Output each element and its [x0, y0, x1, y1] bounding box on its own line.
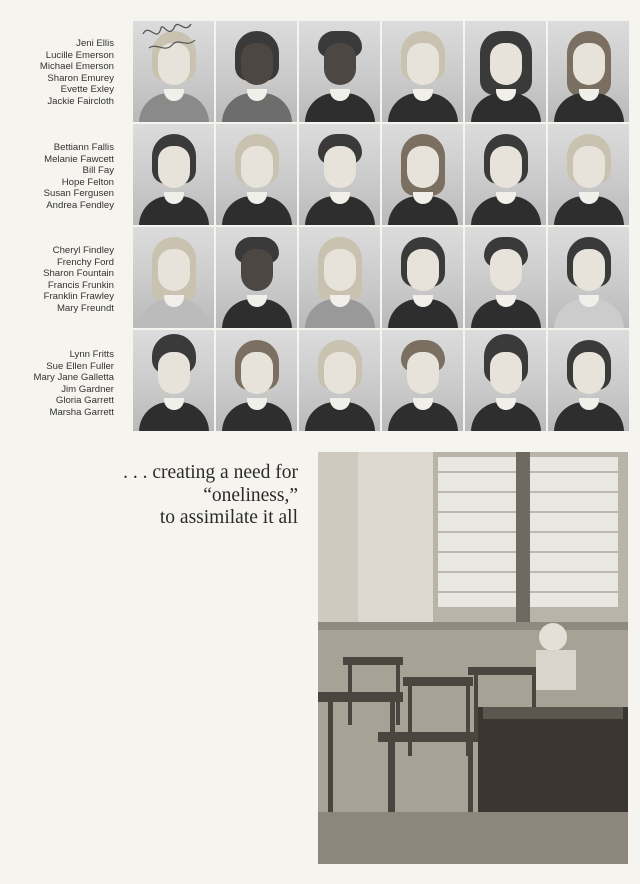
tagline-line-2: “oneliness,” [203, 484, 298, 506]
portrait-row-1 [133, 21, 628, 122]
student-name: Sharon Emurey [47, 72, 114, 84]
portrait [382, 227, 463, 328]
student-name: Frenchy Ford [56, 256, 114, 268]
student-name: Andrea Fendley [46, 199, 114, 211]
student-name: Gloria Garrett [55, 395, 114, 407]
student-name: Sharon Fountain [43, 268, 114, 280]
portrait [465, 124, 546, 225]
autograph-scribble [135, 14, 205, 64]
student-name: Lucille Emerson [45, 49, 114, 61]
portrait-row-4 [133, 330, 628, 431]
student-name: Lynn Fritts [69, 349, 114, 360]
classroom-illustration [318, 452, 628, 864]
portrait [548, 330, 629, 431]
student-name: Melanie Fawcett [44, 153, 114, 165]
student-name: Susan Fergusen [43, 188, 114, 200]
portrait [216, 227, 297, 328]
portrait [299, 124, 380, 225]
portrait [382, 21, 463, 122]
student-name: Sue Ellen Fuller [46, 360, 114, 372]
student-name: Cheryl Findley [52, 245, 114, 256]
student-name: Jackie Faircloth [47, 95, 114, 107]
student-name: Jim Gardner [61, 383, 114, 395]
portrait [133, 330, 214, 431]
student-name: Bill Fay [82, 165, 114, 177]
portrait [299, 227, 380, 328]
student-name: Franklin Frawley [43, 291, 114, 303]
portrait [382, 330, 463, 431]
classroom-photo [318, 452, 628, 864]
student-name: Hope Felton [61, 176, 114, 188]
portrait [548, 21, 629, 122]
student-name: Marsha Garrett [49, 406, 114, 418]
names-row-2 [0, 142, 114, 212]
portrait [133, 227, 214, 328]
names-row-1 [0, 38, 114, 108]
student-name: Mary Freundt [56, 302, 114, 314]
student-name: Bettiann Fallis [53, 142, 114, 153]
portrait-row-2 [133, 124, 628, 225]
tagline-line-3: to assimilate it all [159, 507, 298, 528]
portrait [216, 21, 297, 122]
portrait [216, 330, 297, 431]
portrait [548, 124, 629, 225]
student-name: Michael Emerson [39, 61, 114, 73]
portrait [299, 330, 380, 431]
portrait-row-3 [133, 227, 628, 328]
portrait [465, 227, 546, 328]
portrait [299, 21, 380, 122]
names-row-3 [0, 245, 114, 315]
portrait [133, 124, 214, 225]
student-name: Evette Exley [60, 84, 114, 96]
portrait [465, 21, 546, 122]
portrait [216, 124, 297, 225]
portrait [382, 124, 463, 225]
tagline-line-1: . . . creating a need for [123, 462, 298, 483]
portrait [548, 227, 629, 328]
portrait [465, 330, 546, 431]
names-row-4 [0, 349, 114, 419]
student-name: Francis Frunkin [47, 279, 114, 291]
student-name: Jeni Ellis [76, 38, 114, 49]
tagline [40, 462, 298, 530]
student-name: Mary Jane Galletta [33, 372, 114, 384]
